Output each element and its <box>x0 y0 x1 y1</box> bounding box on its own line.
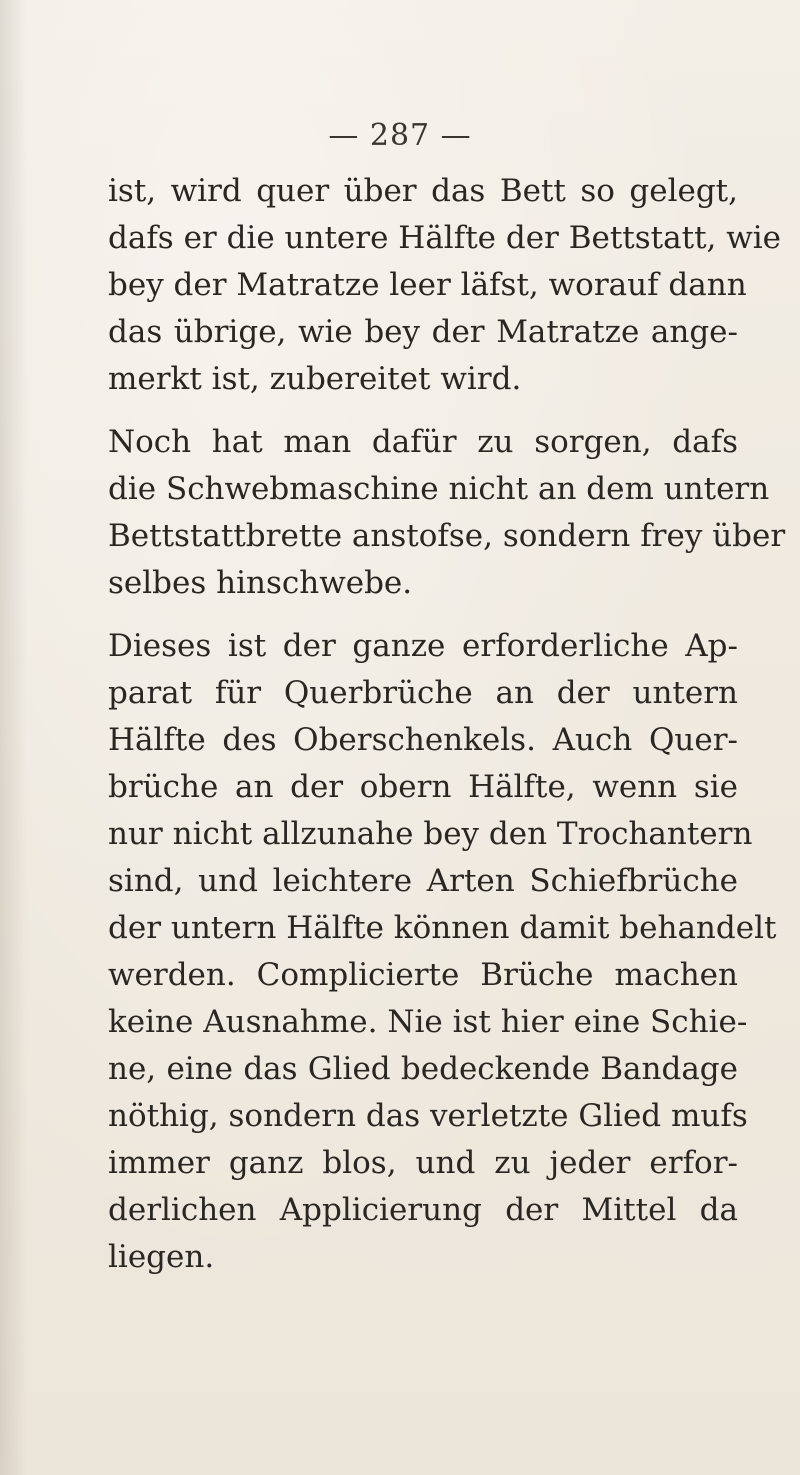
text-line: selbes hinschwebe. <box>108 565 413 601</box>
text-line: dafs er die untere Hälfte der Bettstatt, wie <box>108 220 782 256</box>
text-line: brüche an der obern Hälfte, wenn sie <box>108 769 738 805</box>
text-line: ne, eine das Glied bedeckende Bandage <box>108 1051 738 1087</box>
text-line: das übrige, wie bey der Matratze ange- <box>108 314 738 350</box>
text-line: keine Ausnahme. Nie ist hier eine Schie- <box>108 1004 748 1040</box>
body-text <box>108 168 786 1281</box>
text-line: liegen. <box>108 1239 215 1275</box>
text-line: sind, und leichtere Arten Schiefbrüche <box>108 863 738 899</box>
text-line: nöthig, sondern das verletzte Glied mufs <box>108 1098 748 1134</box>
text-line: werden. Complicierte Brüche machen <box>108 957 738 993</box>
text-line: der untern Hälfte können damit behandelt <box>108 910 777 946</box>
text-line: derlichen Applicierung der Mittel da <box>108 1192 738 1228</box>
paragraph-1 <box>108 168 782 403</box>
text-line: immer ganz blos, und zu jeder erfor- <box>108 1145 738 1181</box>
page-header <box>0 118 800 153</box>
text-line: merkt ist, zubereitet wird. <box>108 361 522 397</box>
text-line: nur nicht allzunahe bey den Trochantern <box>108 816 753 852</box>
text-line: parat für Querbrüche an der untern <box>108 675 738 711</box>
paragraph-2 <box>108 419 786 607</box>
text-line: bey der Matratze leer läfst, worauf dann <box>108 267 747 303</box>
paragraph-3 <box>108 623 777 1281</box>
text-line: die Schwebmaschine nicht an dem untern <box>108 471 770 507</box>
text-line: Bettstattbrette anstofse, sondern frey über <box>108 518 786 554</box>
page-gutter-shadow <box>0 0 28 1475</box>
text-line: ist, wird quer über das Bett so gelegt, <box>108 173 738 209</box>
text-line: Dieses ist der ganze erforderliche Ap- <box>108 628 738 664</box>
text-line: Noch hat man dafür zu sorgen, dafs <box>108 424 738 460</box>
page-number: — 287 — <box>328 118 472 153</box>
text-line: Hälfte des Oberschenkels. Auch Quer- <box>108 722 738 758</box>
